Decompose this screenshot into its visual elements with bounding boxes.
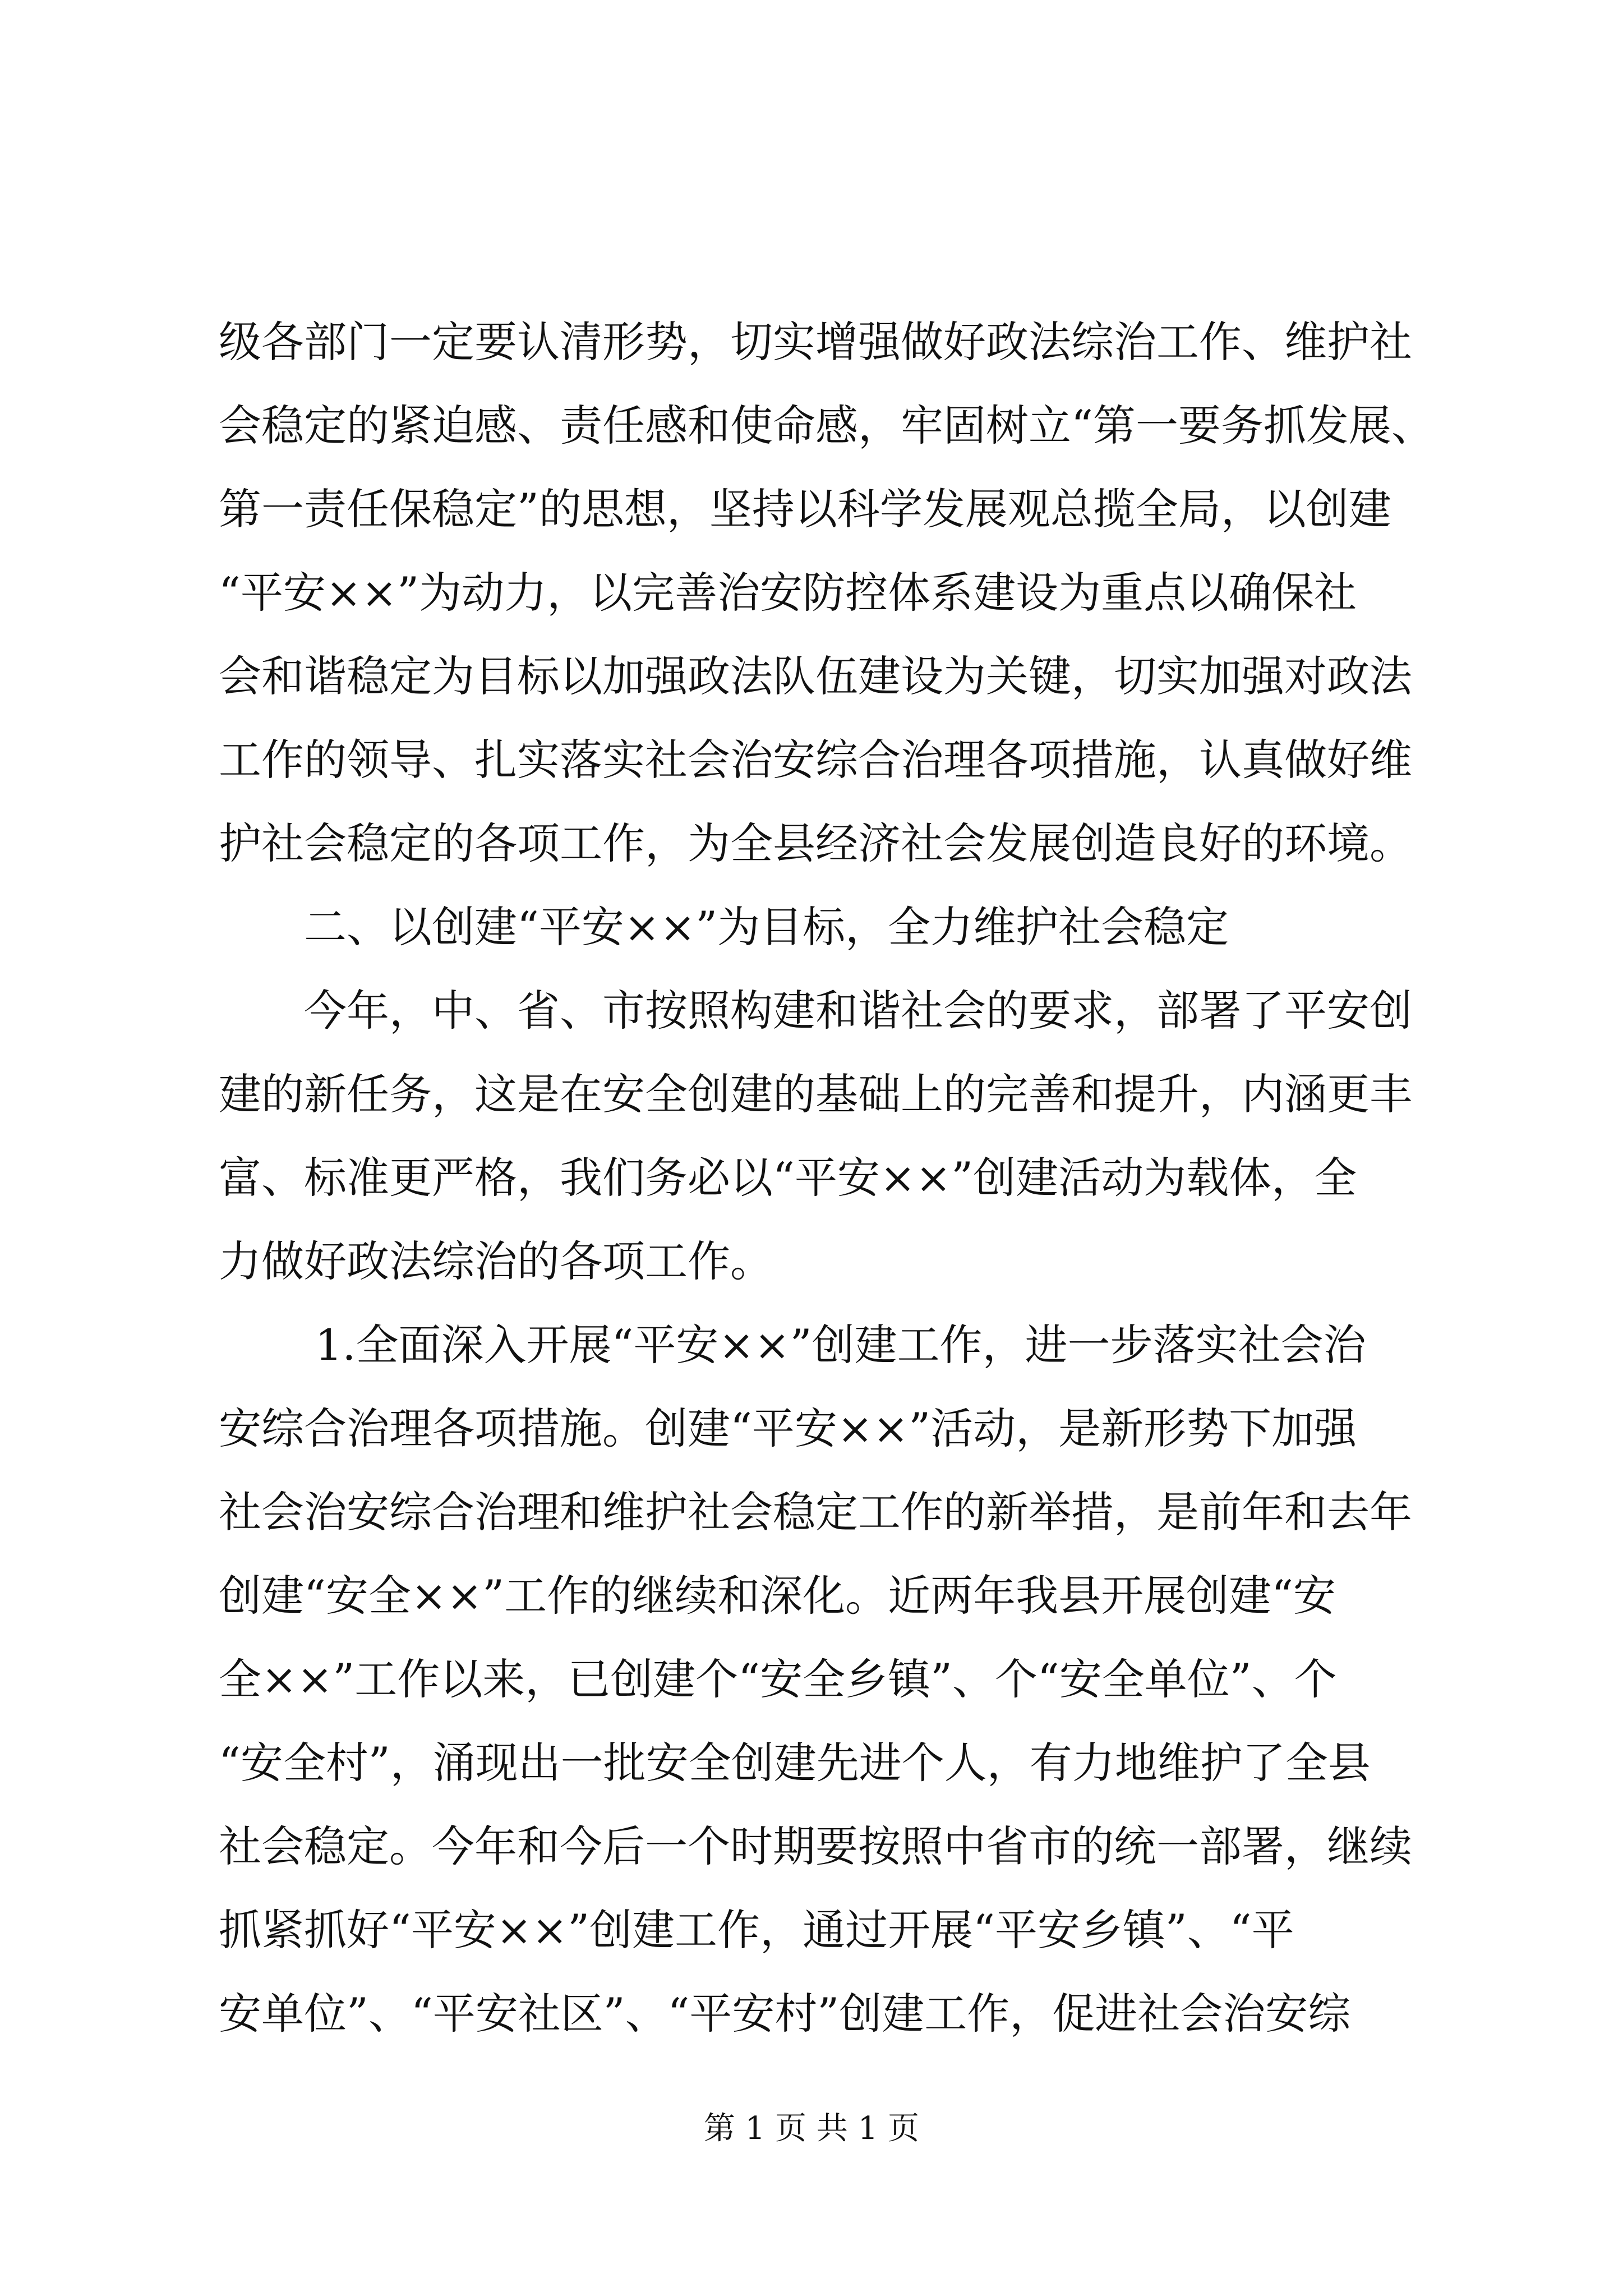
text-line: 抓紧抓好“平安××”创建工作，通过开展“平安乡镇”、“平 [219, 1905, 1294, 1955]
text-line: 护社会稳定的各项工作，为全县经济社会发展创造良好的环境。 [219, 818, 1412, 868]
text-line: 社会治安综合治理和维护社会稳定工作的新举措，是前年和去年 [219, 1487, 1412, 1537]
text-line: 全××”工作以来，已创建个“安全乡镇”、个“安全单位”、个 [219, 1654, 1337, 1704]
text-line: 社会稳定。今年和今后一个时期要按照中省市的统一部署，继续 [219, 1821, 1412, 1871]
text-line: 工作的领导、扎实落实社会治安综合治理各项措施，认真做好维 [219, 735, 1412, 785]
text-line: 第一责任保稳定”的思想，坚持以科学发展观总揽全局，以创建 [219, 484, 1391, 534]
text-line: 安综合治理各项措施。创建“平安××”活动，是新形势下加强 [219, 1404, 1357, 1453]
text-line: 力做好政法综治的各项工作。 [219, 1236, 773, 1286]
text-line: 建的新任务，这是在安全创建的基础上的完善和提升，内涵更丰 [219, 1069, 1412, 1119]
document-body [219, 300, 1434, 2055]
text-line: 创建“安全××”工作的继续和深化。近两年我县开展创建“安 [219, 1571, 1336, 1621]
section-heading: 二、以创建“平安××”为目标，全力维护社会稳定 [304, 902, 1229, 952]
text-line: “安全村”，涌现出一批安全创建先进个人，有力地维护了全县 [219, 1738, 1371, 1788]
page-footer: 第 1 页 共 1 页 [703, 2110, 920, 2147]
text-line: 安单位”、“平安社区”、“平安村”创建工作，促进社会治安综 [219, 1989, 1351, 2039]
text-line: “平安××”为动力，以完善治安防控体系建设为重点以确保社 [219, 568, 1357, 618]
text-line: 级各部门一定要认清形势，切实增强做好政法综治工作、维护社 [219, 317, 1412, 367]
text-line: 会稳定的紧迫感、责任感和使命感，牢固树立“第一要务抓发展、 [219, 401, 1434, 450]
text-line: 会和谐稳定为目标以加强政法队伍建设为关键，切实加强对政法 [219, 651, 1412, 701]
numbered-item-first-line: 1.全面深入开展“平安××”创建工作，进一步落实社会治 [315, 1320, 1366, 1370]
text-line: 富、标准更严格，我们务必以“平安××”创建活动为载体，全 [219, 1153, 1357, 1203]
paragraph-first-line: 今年，中、省、市按照构建和谐社会的要求，部署了平安创 [304, 986, 1412, 1036]
